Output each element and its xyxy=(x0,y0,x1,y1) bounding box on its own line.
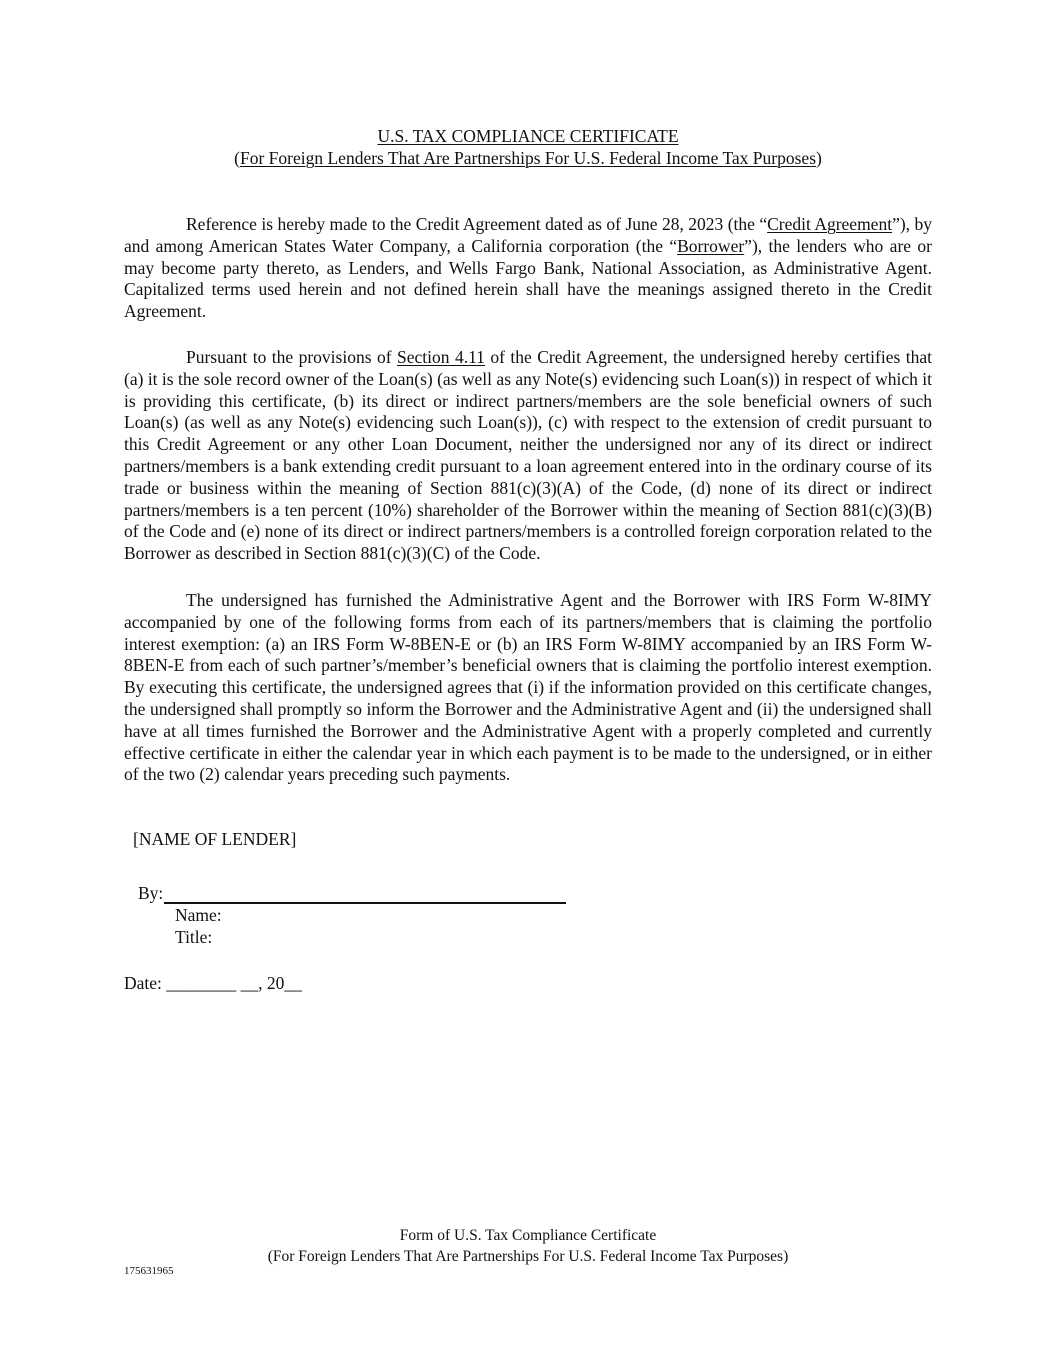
certificate-title: U.S. TAX COMPLIANCE CERTIFICATE xyxy=(377,126,679,146)
name-label: Name: xyxy=(175,905,222,925)
certificate-subtitle: (For Foreign Lenders That Are Partnerships For U.S. Federal Income Tax Purposes) xyxy=(234,148,822,168)
furnished-forms-paragraph: The undersigned has furnished the Administrative Agent and the Borrower with IRS Form W-8IMY accompanied by one of the following forms from each of its partners/members that is claiming the portfolio interest exemption: (a) an IRS Form W-8BEN-E or (b) an IRS Form W-8IMY accompanied by an IRS Form W-8BEN-E from each of such partner’s/member’s beneficial owners that is claiming the portfolio interest exemption. By executing this certificate, the undersigned agrees that (i) if the information provided on this certificate changes, the undersigned shall promptly so inform the Borrower and the Administrative Agent and (ii) the undersigned shall have at all times furnished the Borrower and the Administrative Agent with a properly completed and currently effective certificate in either the calendar year in which each payment is to be made to the undersigned, or in either of the two (2) calendar years preceding such payments. xyxy=(124,590,932,785)
by-label: By: xyxy=(138,883,164,903)
title-label: Title: xyxy=(175,927,213,947)
certification-paragraph: Pursuant to the provisions of Section 4.11 of the Credit Agreement, the undersigned hereby certifies that (a) it is the sole record owner of the Loan(s) (as well as any Note(s) evidencing such Loan(s)) in respect of which it is providing this certificate, (b) its direct or indirect partners/members are the sole beneficial owners of such Loan(s) (as well as any Note(s) evidencing such Loan(s)), (c) with respect to the extension of credit pursuant to this Credit Agreement or any other Loan Document, neither the undersigned nor any of its direct or indirect partners/members is a bank extending credit pursuant to a loan agreement entered into in the ordinary course of its trade or business within the meaning of Section 881(c)(3)(A) of the Code, (d) none of its direct or indirect partners/members is a ten percent (10%) shareholder of the Borrower within the meaning of Section 881(c)(3)(B) of the Code and (e) none of its direct or indirect partners/members is a controlled foreign corporation related to the Borrower as described in Section 881(c)(3)(C) of the Code. xyxy=(124,347,932,564)
defined-term-credit-agreement: Credit Agreement xyxy=(767,214,893,234)
page-footer xyxy=(124,1225,932,1267)
section-reference: Section 4.11 xyxy=(397,347,485,367)
signature-line[interactable] xyxy=(164,884,566,904)
document-number: 175631965 xyxy=(124,1265,174,1277)
lender-name-placeholder: [NAME OF LENDER] xyxy=(133,829,297,849)
date-line: Date: ________ __, 20__ xyxy=(124,973,302,993)
reference-paragraph: Reference is hereby made to the Credit Agreement dated as of June 28, 2023 (the “Credit Agreement”), by and among American States Water Company, a California corporation (the “Borrower”), the lenders who are or may become party thereto, as Lenders, and Wells Fargo Bank, National Association, as Administrative Agent. Capitalized terms used herein and not defined herein shall have the meanings assigned thereto in the Credit Agreement. xyxy=(124,214,932,322)
footer-line-1: Form of U.S. Tax Compliance Certificate xyxy=(399,1227,657,1244)
defined-term-borrower: Borrower xyxy=(677,235,745,256)
signature-row xyxy=(138,883,566,904)
document-heading xyxy=(124,125,932,169)
footer-line-2: (For Foreign Lenders That Are Partnerships For U.S. Federal Income Tax Purposes) xyxy=(267,1248,789,1265)
